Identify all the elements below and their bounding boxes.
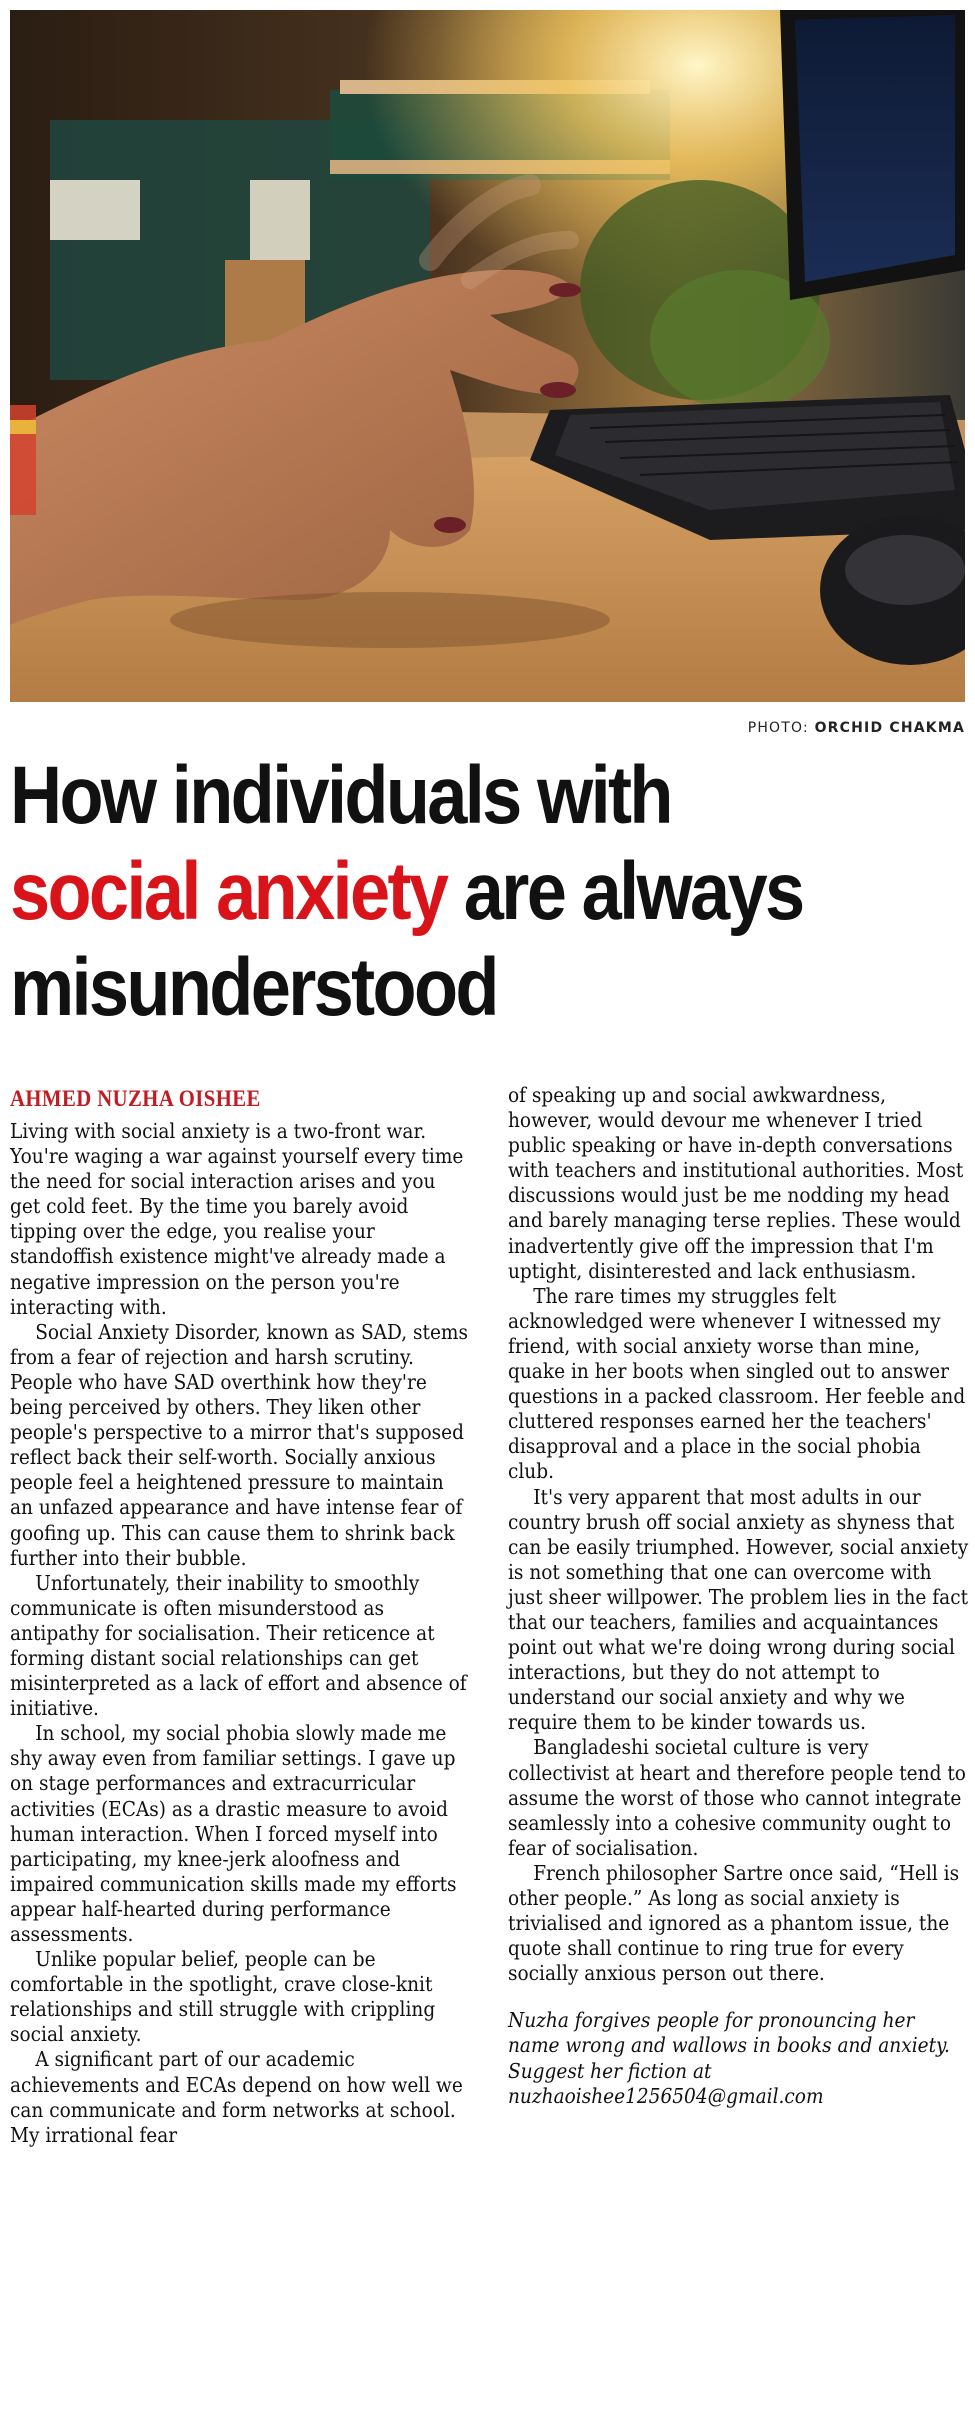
article-column-left [10,1085,471,2148]
paragraph: A significant part of our academic achievements and ECAs depend on how well we can communicate and form networks at school. My irrational fear [10,2047,463,2147]
photo-credit [748,720,965,736]
article-photo [10,10,965,702]
headline-highlight: social anxiety [10,846,447,937]
paragraph: of speaking up and social awkwardness, however, would devour me whenever I tried public speaking or have in-depth conversations with teachers and institutional authorities. Most discussions would just be me nodding my head and barely managing terse replies. These would inadvertently give off the impression that I'm uptight, disinterested and lack enthusiasm. [508,1083,964,1283]
byline: AHMED NUZHA OISHEE [10,1086,261,1111]
photo-credit-name: ORCHID CHAKMA [814,720,965,736]
author-bio: Nuzha forgives people for pronouncing her name wrong and wallows in books and anxiety. Suggest her fiction at nuzhaoishee1256504@gmail.com [508,2008,950,2108]
article-column-right [508,1083,969,2109]
paragraph: Social Anxiety Disorder, known as SAD, stems from a fear of rejection and harsh scrutiny. People who have SAD overthink how they're being perceived by others. They liken other people's perspective to a mirror that's supposed reflect back their self-worth. Socially anxious people feel a heightened pressure to maintain an unfazed appearance and have intense fear of goofing up. This can cause them to shrink back further into their bubble. [10,1319,469,1570]
headline-line-1: How individuals with [10,750,671,841]
hand-over-keyboard-photo [10,10,965,702]
paragraph: French philosopher Sartre once said, “Hell is other people.” As long as social anxiety is trivialised and ignored as a phantom issue, the quote shall continue to ring true for every socially anxious person out there. [508,1860,960,1986]
paragraph: The rare times my struggles felt acknowledged were whenever I witnessed my friend, with social anxiety worse than mine, quake in her boots when singled out to answer questions in a packed classroom. Her feeble and cluttered responses earned her the teachers' disapproval and a place in the social phobia club. [508,1283,966,1484]
headline-line-2-rest: are always [463,846,803,937]
paragraph: Bangladeshi societal culture is very collectivist at heart and therefore people tend to assume the worst of those who cannot integrate seamlessly into a cohesive community ought to fear of socialisation. [508,1735,966,1860]
headline-line-3: misunderstood [10,942,497,1033]
paragraph: It's very apparent that most adults in our country brush off social anxiety as shyness that can be easily triumphed. However, social anxiety is not something that one can overcome with just sheer willpower. The problem lies in the fact that our teachers, families and acquaintances point out what we're doing wrong during social interactions, but they do not attempt to understand our social anxiety and why we require them to be kinder towards us. [508,1484,969,1735]
paragraph: Unfortunately, their inability to smoothly communicate is often misunderstood as antipathy for socialisation. Their reticence at forming distant social relationships can get misinterpreted as a lack of effort and absence of initiative. [10,1570,467,1721]
headline [10,748,850,1036]
headline-line-2 [10,844,850,940]
paragraph: Unlike popular belief, people can be comfortable in the spotlight, crave close-knit relationships and still struggle with crippling social anxiety. [10,1947,436,2047]
paragraph: In school, my social phobia slowly made me shy away even from familiar settings. I gave up on stage performances and extracurricular activities (ECAs) as a drastic measure to avoid human interaction. When I forced myself into participating, my knee-jerk aloofness and impaired communication skills made my efforts appear half-hearted during performance assessments. [10,1721,457,1946]
paragraph: Living with social anxiety is a two-front war. You're waging a war against yourself every time the need for social interaction arises and you get cold feet. By the time you barely avoid tipping over the edge, you realise your standoffish existence might've already made a negative impression on the person you're interacting with. [10,1119,464,1319]
photo-credit-label: PHOTO: [747,720,809,736]
